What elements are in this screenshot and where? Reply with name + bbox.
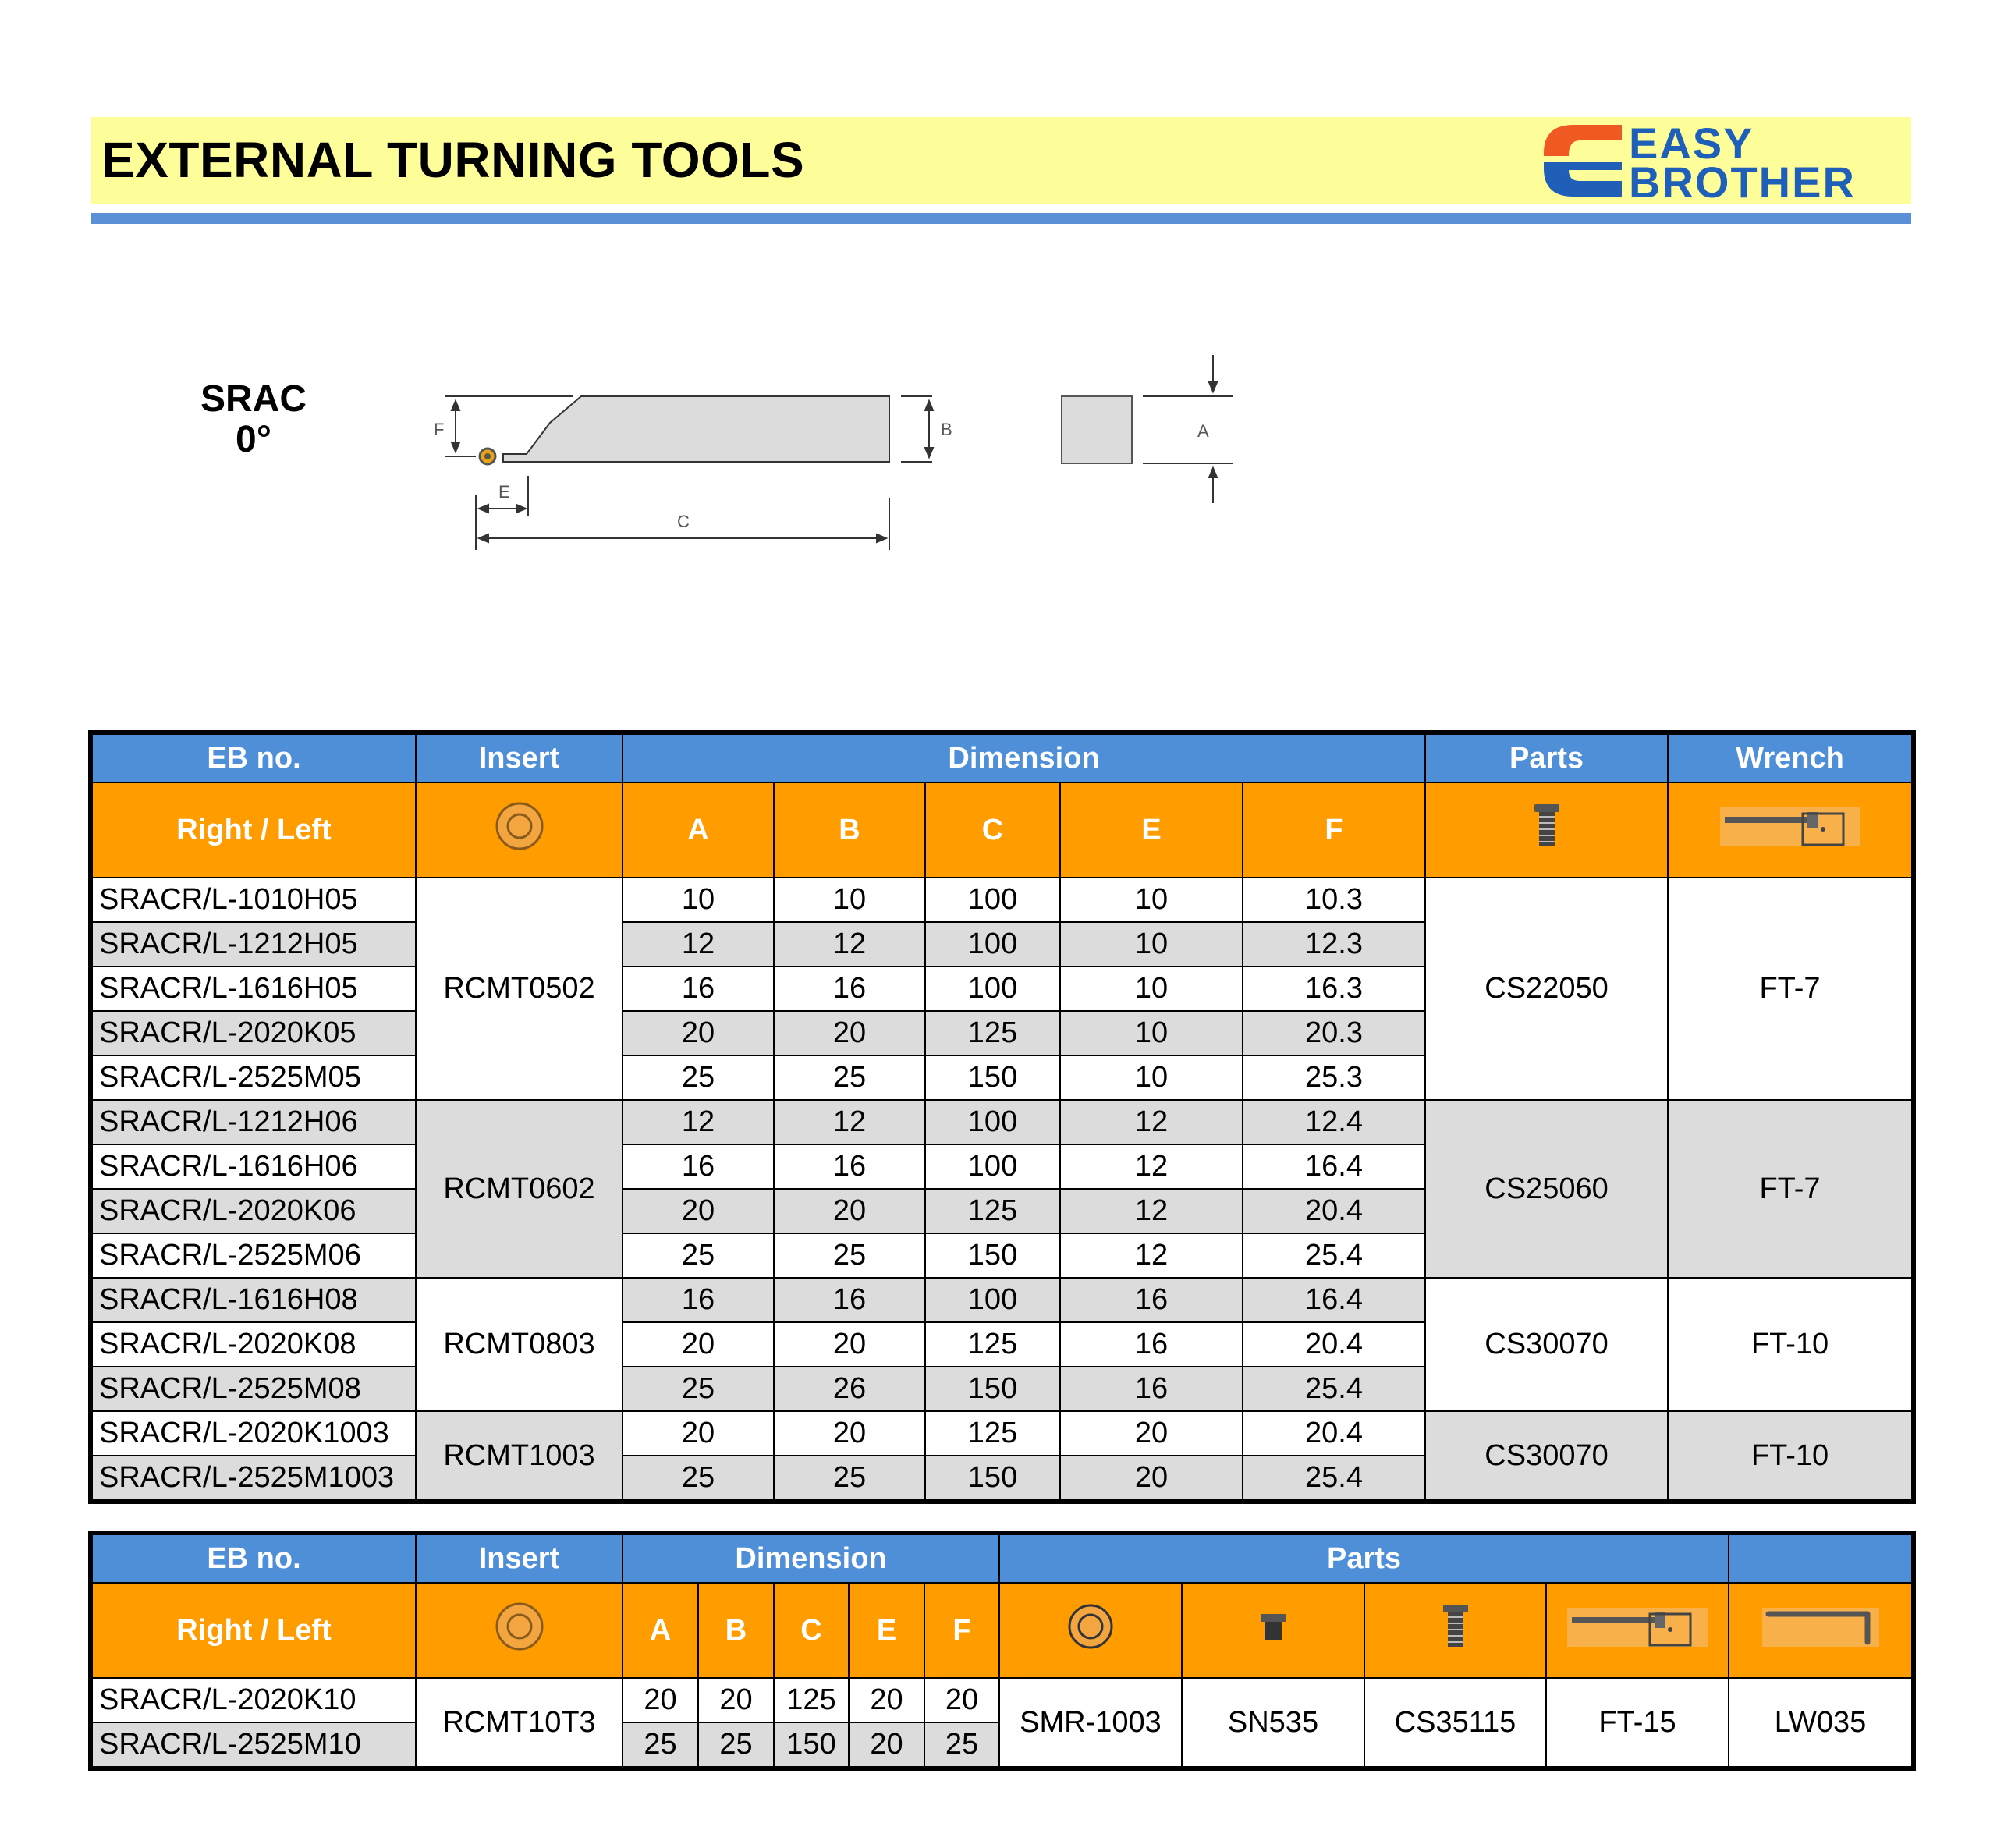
insert-cell: RCMT1003 bbox=[416, 1411, 623, 1500]
cell-b: 25 bbox=[774, 1233, 925, 1278]
cell-a: 10 bbox=[623, 878, 774, 922]
cell-e: 10 bbox=[1060, 1011, 1243, 1055]
col-parts: Parts bbox=[1425, 734, 1668, 782]
cell-e: 16 bbox=[1060, 1367, 1243, 1411]
cell-e: 10 bbox=[1060, 878, 1243, 922]
cell-c: 125 bbox=[774, 1678, 849, 1722]
cell-f: 20.3 bbox=[1243, 1011, 1425, 1055]
cell-c: 100 bbox=[925, 878, 1060, 922]
table-row-name: SRACR/L-2020K10 bbox=[92, 1678, 416, 1722]
table-row-name: SRACR/L-1212H05 bbox=[92, 922, 416, 967]
cell-a: 12 bbox=[623, 922, 774, 967]
table-row-name: SRACR/L-1616H06 bbox=[92, 1144, 416, 1189]
cell-a: 16 bbox=[623, 1144, 774, 1189]
col-f: F bbox=[1243, 782, 1425, 878]
wrench-header-cell bbox=[1668, 782, 1912, 878]
cell-a: 25 bbox=[623, 1456, 774, 1500]
screw-icon bbox=[1440, 1603, 1471, 1650]
hex-key-icon bbox=[1762, 1603, 1879, 1650]
cell-b: 12 bbox=[774, 1100, 925, 1144]
insert-ring-icon bbox=[492, 1599, 547, 1654]
col-insert: Insert bbox=[416, 1534, 623, 1583]
cell-a: 20 bbox=[623, 1411, 774, 1456]
shim-screw-cell: SN535 bbox=[1182, 1678, 1364, 1767]
cell-f: 12.3 bbox=[1243, 922, 1425, 967]
cell-c: 150 bbox=[925, 1367, 1060, 1411]
model-angle: 0° bbox=[236, 419, 271, 460]
table-row-name: SRACR/L-1010H05 bbox=[92, 878, 416, 922]
spec-table-main bbox=[91, 733, 1913, 1501]
cell-b: 25 bbox=[698, 1722, 774, 1767]
cell-a: 25 bbox=[623, 1722, 698, 1767]
spec-table-large bbox=[91, 1534, 1913, 1768]
insert-cell: RCMT0602 bbox=[416, 1100, 623, 1278]
cell-b: 16 bbox=[774, 967, 925, 1011]
table-row-name: SRACR/L-2020K05 bbox=[92, 1011, 416, 1055]
cell-e: 10 bbox=[1060, 922, 1243, 967]
brand-logo bbox=[1541, 119, 1907, 207]
cell-e: 12 bbox=[1060, 1233, 1243, 1278]
cell-e: 20 bbox=[849, 1722, 924, 1767]
cell-b: 16 bbox=[774, 1144, 925, 1189]
cell-e: 16 bbox=[1060, 1322, 1243, 1367]
cell-e: 12 bbox=[1060, 1144, 1243, 1189]
parts-cell: CS30070 bbox=[1425, 1278, 1668, 1411]
cell-c: 100 bbox=[925, 1144, 1060, 1189]
cell-b: 20 bbox=[774, 1411, 925, 1456]
wrench-header-cell bbox=[1546, 1583, 1729, 1678]
cell-c: 150 bbox=[925, 1233, 1060, 1278]
tool-drawing bbox=[421, 343, 1248, 562]
cell-b: 20 bbox=[774, 1011, 925, 1055]
cell-c: 100 bbox=[925, 922, 1060, 967]
key-header-cell bbox=[1729, 1583, 1912, 1678]
cell-c: 100 bbox=[925, 1100, 1060, 1144]
dim-label-b: B bbox=[941, 420, 952, 439]
insert-cell: RCMT0803 bbox=[416, 1278, 623, 1411]
cell-b: 16 bbox=[774, 1278, 925, 1322]
table-row-name: SRACR/L-2525M05 bbox=[92, 1055, 416, 1100]
page-title: EXTERNAL TURNING TOOLS bbox=[101, 132, 805, 188]
shim-screw-icon bbox=[1259, 1611, 1287, 1642]
cell-e: 20 bbox=[849, 1678, 924, 1722]
cell-e: 20 bbox=[1060, 1456, 1243, 1500]
cell-b: 25 bbox=[774, 1456, 925, 1500]
parts-header-cell bbox=[1425, 782, 1668, 878]
torx-wrench-icon bbox=[1567, 1603, 1708, 1650]
cell-f: 16.4 bbox=[1243, 1278, 1425, 1322]
cell-f: 20 bbox=[924, 1678, 999, 1722]
cell-f: 20.4 bbox=[1243, 1322, 1425, 1367]
col-a: A bbox=[623, 782, 774, 878]
col-b: B bbox=[774, 782, 925, 878]
parts-cell: CS25060 bbox=[1425, 1100, 1668, 1278]
cell-c: 150 bbox=[774, 1722, 849, 1767]
cell-a: 16 bbox=[623, 967, 774, 1011]
cell-e: 10 bbox=[1060, 967, 1243, 1011]
col-b: B bbox=[698, 1583, 774, 1678]
col-f: F bbox=[924, 1583, 999, 1678]
cell-a: 16 bbox=[623, 1278, 774, 1322]
parts-cell: CS22050 bbox=[1425, 878, 1668, 1100]
shim-screw-header-cell bbox=[1182, 1583, 1364, 1678]
shim-ring-icon bbox=[1066, 1601, 1116, 1651]
logo-text-easy: EASY bbox=[1629, 119, 1754, 168]
cell-f: 25.3 bbox=[1243, 1055, 1425, 1100]
col-eb-no: EB no. bbox=[92, 1534, 416, 1583]
screw-icon bbox=[1531, 803, 1562, 850]
table-row-name: SRACR/L-2020K1003 bbox=[92, 1411, 416, 1456]
cell-c: 150 bbox=[925, 1055, 1060, 1100]
col-c: C bbox=[925, 782, 1060, 878]
table-row-name: SRACR/L-2020K06 bbox=[92, 1189, 416, 1233]
wrench-cell: FT-7 bbox=[1668, 878, 1912, 1100]
cell-b: 20 bbox=[698, 1678, 774, 1722]
cell-b: 10 bbox=[774, 878, 925, 922]
logo-text-brother: BROTHER bbox=[1629, 158, 1856, 207]
wrench-cell: FT-15 bbox=[1546, 1678, 1729, 1767]
torx-wrench-icon bbox=[1720, 803, 1860, 850]
col-right-left: Right / Left bbox=[92, 782, 416, 878]
cell-e: 10 bbox=[1060, 1055, 1243, 1100]
key-cell: LW035 bbox=[1729, 1678, 1912, 1767]
cell-e: 12 bbox=[1060, 1189, 1243, 1233]
cell-f: 25.4 bbox=[1243, 1233, 1425, 1278]
cell-e: 20 bbox=[1060, 1411, 1243, 1456]
cell-e: 12 bbox=[1060, 1100, 1243, 1144]
table-row-name: SRACR/L-2525M1003 bbox=[92, 1456, 416, 1500]
cell-c: 125 bbox=[925, 1322, 1060, 1367]
header-rule bbox=[91, 213, 1911, 224]
table-row-name: SRACR/L-1616H08 bbox=[92, 1278, 416, 1322]
screw-header-cell bbox=[1364, 1583, 1546, 1678]
screw-cell: CS35115 bbox=[1364, 1678, 1546, 1767]
col-right-left: Right / Left bbox=[92, 1583, 416, 1678]
insert-ring-icon bbox=[492, 799, 547, 853]
cell-f: 12.4 bbox=[1243, 1100, 1425, 1144]
cell-e: 16 bbox=[1060, 1278, 1243, 1322]
col-a: A bbox=[623, 1583, 698, 1678]
cell-c: 125 bbox=[925, 1189, 1060, 1233]
wrench-cell: FT-10 bbox=[1668, 1411, 1912, 1500]
col-e: E bbox=[849, 1583, 924, 1678]
cell-a: 25 bbox=[623, 1233, 774, 1278]
cell-b: 20 bbox=[774, 1189, 925, 1233]
cell-a: 20 bbox=[623, 1189, 774, 1233]
dim-label-f: F bbox=[434, 420, 445, 439]
parts-cell: CS30070 bbox=[1425, 1411, 1668, 1500]
col-dimension: Dimension bbox=[623, 734, 1425, 782]
cell-f: 25.4 bbox=[1243, 1456, 1425, 1500]
cell-f: 25.4 bbox=[1243, 1367, 1425, 1411]
shim-header-cell bbox=[999, 1583, 1182, 1678]
shim-cell: SMR-1003 bbox=[999, 1678, 1182, 1767]
insert-header-cell bbox=[416, 782, 623, 878]
col-blank bbox=[1729, 1534, 1912, 1583]
cell-f: 16.4 bbox=[1243, 1144, 1425, 1189]
col-wrench: Wrench bbox=[1668, 734, 1912, 782]
table-row-name: SRACR/L-2525M06 bbox=[92, 1233, 416, 1278]
dim-label-c: C bbox=[677, 512, 690, 531]
cell-c: 125 bbox=[925, 1411, 1060, 1456]
cell-a: 25 bbox=[623, 1367, 774, 1411]
table-row-name: SRACR/L-2525M08 bbox=[92, 1367, 416, 1411]
cell-f: 10.3 bbox=[1243, 878, 1425, 922]
table-row-name: SRACR/L-2020K08 bbox=[92, 1322, 416, 1367]
col-e: E bbox=[1060, 782, 1243, 878]
cell-c: 150 bbox=[925, 1456, 1060, 1500]
wrench-cell: FT-10 bbox=[1668, 1278, 1912, 1411]
cell-a: 20 bbox=[623, 1011, 774, 1055]
cell-c: 125 bbox=[925, 1011, 1060, 1055]
cell-c: 100 bbox=[925, 967, 1060, 1011]
col-parts: Parts bbox=[999, 1534, 1729, 1583]
insert-cell: RCMT0502 bbox=[416, 878, 623, 1100]
col-insert: Insert bbox=[416, 734, 623, 782]
table-row-name: SRACR/L-1616H05 bbox=[92, 967, 416, 1011]
insert-cell: RCMT10T3 bbox=[416, 1678, 623, 1767]
dim-label-a: A bbox=[1197, 421, 1209, 441]
insert-header-cell bbox=[416, 1583, 623, 1678]
col-dimension: Dimension bbox=[623, 1534, 999, 1583]
cell-a: 25 bbox=[623, 1055, 774, 1100]
cell-b: 25 bbox=[774, 1055, 925, 1100]
cell-f: 25 bbox=[924, 1722, 999, 1767]
table-row-name: SRACR/L-1212H06 bbox=[92, 1100, 416, 1144]
logo-mark-icon bbox=[1541, 119, 1626, 203]
cell-b: 20 bbox=[774, 1322, 925, 1367]
model-title bbox=[179, 379, 328, 460]
table-row-name: SRACR/L-2525M10 bbox=[92, 1722, 416, 1767]
cell-a: 12 bbox=[623, 1100, 774, 1144]
col-c: C bbox=[774, 1583, 849, 1678]
cell-a: 20 bbox=[623, 1678, 698, 1722]
cell-c: 100 bbox=[925, 1278, 1060, 1322]
dim-label-e: E bbox=[498, 482, 510, 502]
cell-b: 26 bbox=[774, 1367, 925, 1411]
cell-f: 16.3 bbox=[1243, 967, 1425, 1011]
model-name: SRAC bbox=[200, 378, 307, 420]
wrench-cell: FT-7 bbox=[1668, 1100, 1912, 1278]
col-eb-no: EB no. bbox=[92, 734, 416, 782]
cell-a: 20 bbox=[623, 1322, 774, 1367]
cell-f: 20.4 bbox=[1243, 1411, 1425, 1456]
cell-b: 12 bbox=[774, 922, 925, 967]
cell-f: 20.4 bbox=[1243, 1189, 1425, 1233]
